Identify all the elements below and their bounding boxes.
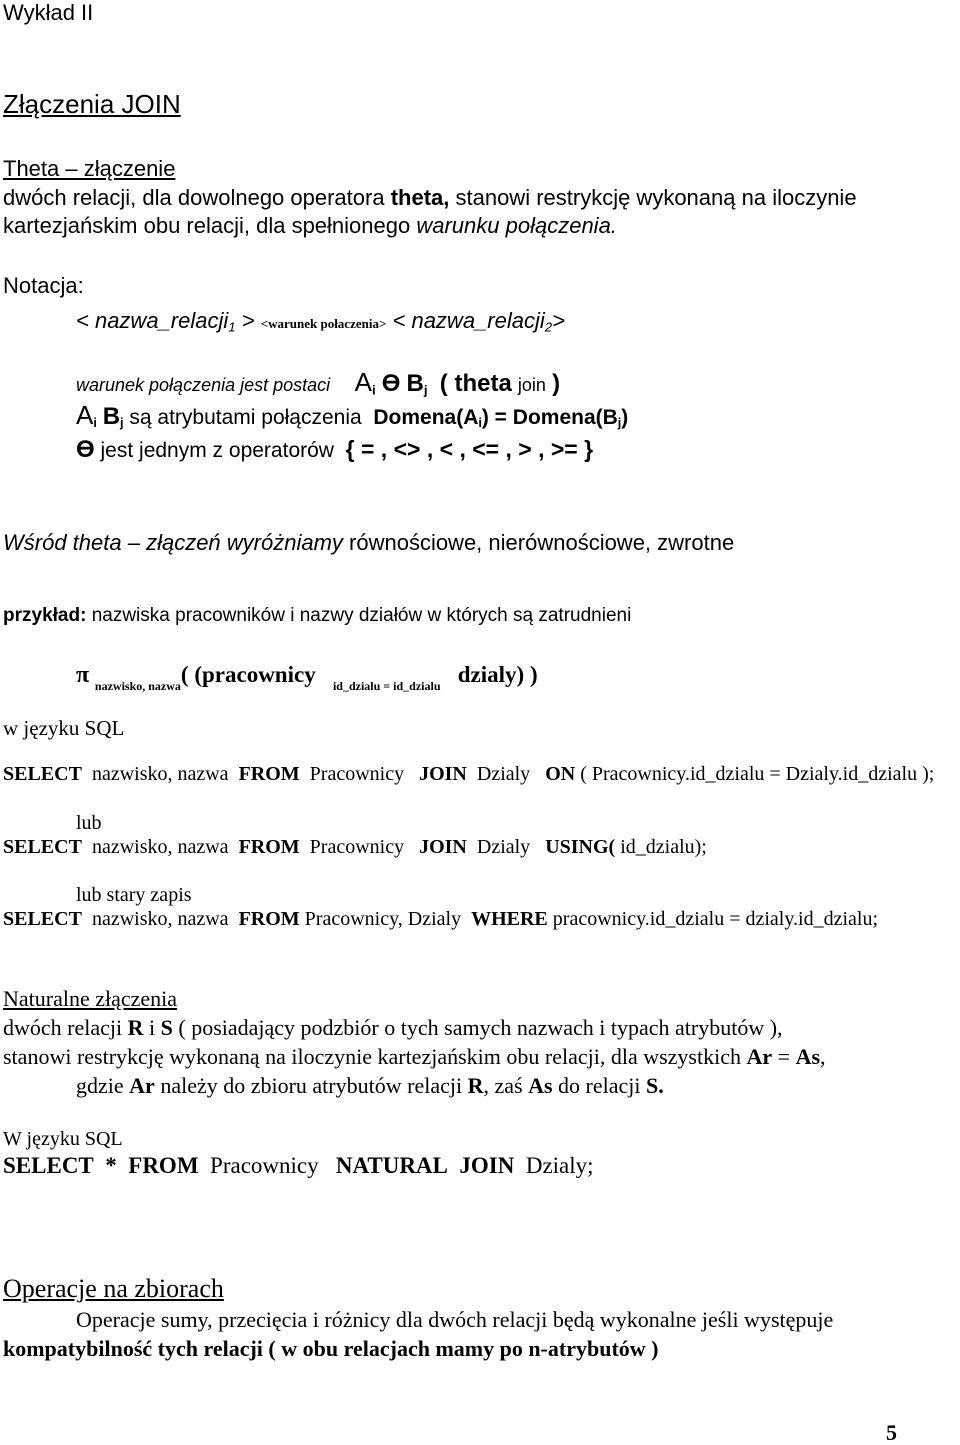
nat-sql-table1: Pracownicy [210, 1153, 319, 1178]
nat-l1-s: S [160, 1015, 173, 1040]
nat-l2-ar: Ar [746, 1044, 773, 1069]
section-title-joins [3, 90, 181, 120]
nat-l1-r: R [127, 1015, 144, 1040]
sql-using-table1: Pracownicy [309, 836, 405, 858]
algebra-rel1: ( (pracownicy [180, 662, 316, 687]
notation-sub1: 1 [228, 319, 236, 335]
nat-l3-s: S. [646, 1073, 664, 1098]
sql-old-columns: nazwisko, nazwa [91, 908, 229, 930]
theta-def1-c: stanowi restrykcję wykonaną na iloczynie [449, 185, 857, 210]
sql-old-select: SELECT [3, 908, 82, 930]
algebra-join-condition: id_dzialu = id_dzialu [332, 679, 441, 693]
sql-join-on [3, 763, 934, 786]
notation-label: Notacja: [3, 273, 84, 298]
sql-keyword-from: FROM [238, 763, 300, 785]
sql-columns: nazwisko, nazwa [91, 763, 229, 785]
attr-b-sub: j [120, 416, 124, 431]
sql-old-tables: Pracownicy, Dzialy [304, 908, 462, 930]
nat-sql-natural: NATURAL [335, 1153, 448, 1178]
sql-using-column: id_dzialu); [620, 836, 707, 858]
operators-line [76, 436, 593, 464]
attr-a: A [76, 400, 94, 430]
attr-dom-close: ) [621, 406, 629, 429]
attr-dom1: Domena(A [373, 406, 479, 429]
natural-line1 [3, 1015, 783, 1040]
operators-set: { = , <> , < , <= , > , >= } [345, 436, 594, 462]
theta-def2-a: kartezjańskim obu relacji, dla spełnionego [3, 213, 417, 238]
cond-a-sub: i [371, 382, 376, 398]
notation-formula [76, 308, 565, 333]
notation-gt1: > [235, 308, 255, 333]
attributes-line [76, 401, 628, 431]
operators-theta-symbol: Ө [76, 436, 95, 463]
attr-text: są atrybutami połączenia [129, 406, 362, 429]
example-line [3, 605, 631, 627]
example-text: nazwiska pracowników i nazwy działów w których są zatrudnieni [86, 605, 632, 626]
nat-sql-table2: Dzialy; [525, 1153, 594, 1178]
theta-def2-b: warunku połączenia. [416, 213, 617, 238]
types-italic: Wśród theta – złączeń wyróżniamy [3, 530, 343, 555]
nat-l3-r: R [467, 1073, 484, 1098]
sql-keyword-using: USING( [545, 836, 616, 858]
sql-using-from: FROM [238, 836, 300, 858]
nat-sql-from: FROM [128, 1153, 199, 1178]
condition-line [76, 368, 560, 398]
sets-line2: kompatybilność tych relacji ( w obu relacjach mamy po n-atrybutów ) [3, 1336, 659, 1361]
operators-text: jest jednym z operatorów [100, 439, 334, 462]
sql-join-using [3, 836, 707, 859]
theta-types-line [3, 530, 734, 555]
theta-definition-line2 [3, 213, 617, 238]
notation-condition: <warunek połaczenia> [260, 316, 387, 331]
nat-l1-c: ( posiadający podzbiór o tych samych nazwach i typach atrybutów ), [172, 1015, 783, 1040]
attr-dom-eq: ) = Domena(B [481, 406, 618, 429]
notation-rel1: < nazwa_relacji [76, 308, 229, 333]
attr-b: B [102, 403, 121, 430]
notation-rel2: < nazwa_relacji [392, 308, 545, 333]
sql-using-table2: Dzialy [476, 836, 531, 858]
sql-natural-join [3, 1153, 594, 1179]
sql-label: w języku SQL [3, 716, 125, 740]
page-number: 5 [886, 1420, 897, 1445]
types-plain: równościowe, nierównościowe, zwrotne [342, 530, 735, 555]
attr-dom1-sub: i [478, 416, 482, 431]
condition-label: warunek połączenia jest postaci [76, 375, 331, 395]
sql-keyword-where: WHERE [471, 908, 548, 930]
sql-table2: Dzialy [476, 763, 531, 785]
theta-def1-a: dwóch relacji, dla dowolnego operatora [3, 185, 391, 210]
nat-sql-star: * [105, 1153, 117, 1178]
example-label: przykład: [3, 605, 87, 626]
nat-l1-b: i [143, 1015, 161, 1040]
sql-using-columns: nazwisko, nazwa [91, 836, 229, 858]
sql-old-style [3, 908, 878, 931]
algebra-rel2: dzialy) ) [457, 662, 538, 687]
theta-definition-line1 [3, 185, 857, 210]
nat-sql-join: JOIN [459, 1153, 515, 1178]
pi-subscript: nazwisko, nazwa [94, 679, 181, 693]
nat-l3-c: , zaś [483, 1073, 529, 1098]
sql-keyword-select: SELECT [3, 763, 82, 785]
nat-l2-as: As [795, 1044, 821, 1069]
cond-b: B [406, 370, 424, 397]
notation-gt2: > [552, 308, 565, 333]
nat-sql-select: SELECT [3, 1153, 94, 1178]
pi-symbol: π [76, 662, 90, 688]
cond-paren-close: ) [552, 370, 561, 397]
theta-symbol: Ө [381, 370, 401, 397]
sql-on-condition: ( Pracownicy.id_dzialu = Dzialy.id_dzialu ); [580, 763, 935, 785]
page-header: Wykład II [3, 0, 94, 25]
attr-a-sub: i [93, 416, 97, 431]
sql-keyword-join: JOIN [419, 763, 467, 785]
nat-l2-end: , [820, 1044, 826, 1069]
notation-sub2: 2 [544, 319, 553, 335]
sql-table1: Pracownicy [309, 763, 405, 785]
sets-heading: Operacje na zbiorach [3, 1274, 224, 1303]
natural-heading: Naturalne złączenia [3, 986, 178, 1011]
sql-using-join: JOIN [419, 836, 467, 858]
sql-keyword-on: ON [545, 763, 576, 785]
sets-line1: Operacje sumy, przecięcia i różnicy dla dwóch relacji będą wykonalne jeśli występuje [76, 1307, 834, 1332]
natural-line3 [76, 1073, 664, 1098]
theta-def1-b: theta, [390, 185, 450, 210]
section-title-joins-text: Złączenia JOIN [3, 89, 181, 119]
natural-line2 [3, 1044, 826, 1069]
nat-l2-eq: = [772, 1044, 796, 1069]
sql-old-condition: pracownicy.id_dzialu = dzialy.id_dzialu; [552, 908, 879, 930]
nat-l1-a: dwóch relacji [3, 1015, 128, 1040]
nat-l3-a: gdzie [76, 1073, 130, 1098]
theta-heading: Theta – złączenie [3, 156, 176, 181]
attr-dom2-sub: j [617, 416, 622, 431]
sql-using-select: SELECT [3, 836, 82, 858]
cond-join-word: join [517, 375, 546, 395]
nat-l2-a: stanowi restrykcję wykonaną na iloczynie kartezjańskim obu relacji, dla wszystkich [3, 1044, 747, 1069]
nat-l3-d: do relacji [552, 1073, 646, 1098]
nat-l3-b: należy do zbioru atrybutów relacji [154, 1073, 468, 1098]
algebra-expression [76, 662, 538, 693]
nat-l3-as: As [528, 1073, 553, 1098]
cond-paren-open: ( theta [439, 370, 512, 397]
nat-l3-ar: Ar [129, 1073, 155, 1098]
sql-old-from: FROM [238, 908, 300, 930]
cond-b-sub: j [423, 382, 428, 398]
cond-a: A [354, 367, 372, 397]
natural-sql-label: W języku SQL [3, 1128, 123, 1150]
or-label-1: lub [76, 812, 102, 834]
or-label-2: lub stary zapis [76, 884, 192, 906]
